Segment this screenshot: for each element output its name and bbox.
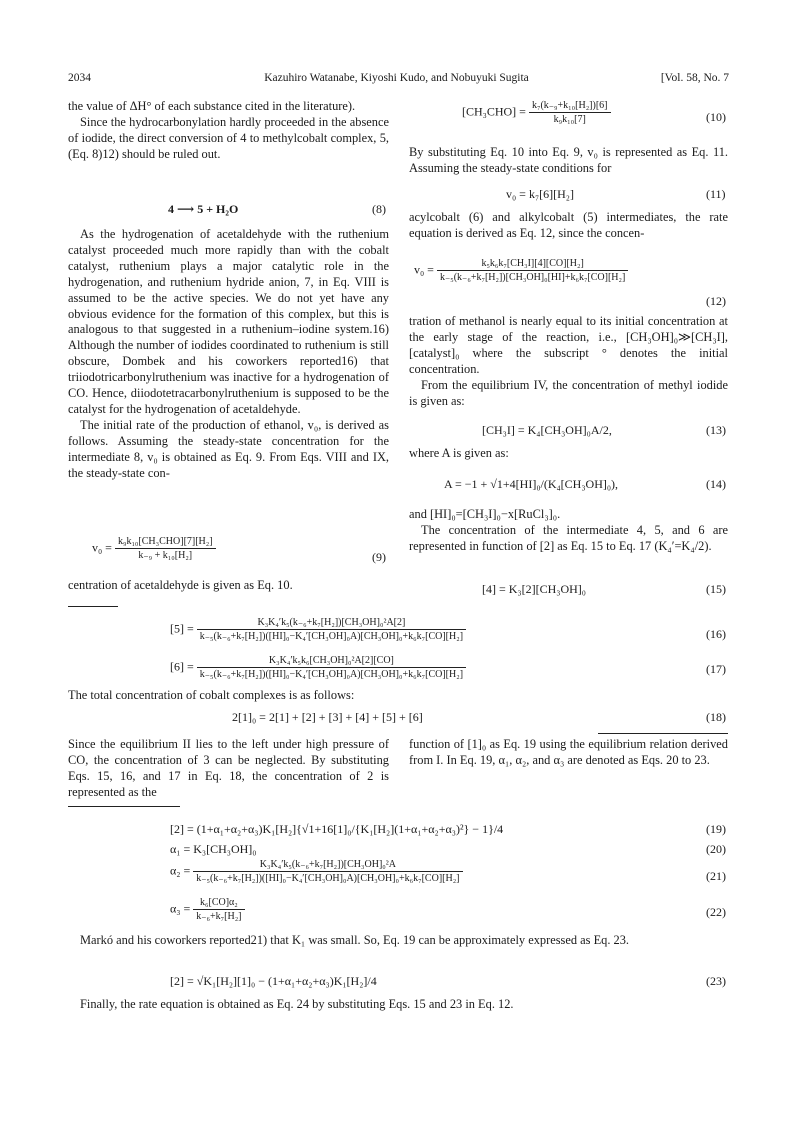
denominator: k₋₅(k₋₆+k₇[H₂])[CH₃OH]₀[HI]+k₆k₇[CO][H₂] [437, 270, 628, 283]
paragraph: the value of ΔH° of each substance cited in the literature). [68, 99, 356, 113]
volume-info: [Vol. 58, No. 7 [660, 72, 729, 84]
denominator: k₉k₁₀[7] [529, 112, 611, 125]
fraction [193, 897, 244, 922]
numerator: k₇(k₋₉+k₁₀[H₂])[6] [531, 100, 608, 111]
equation-lhs: α₂ = [170, 863, 191, 878]
equation-lhs: v₀ = [92, 540, 112, 555]
denominator: k₋₅(k₋₆+k₇[H₂])([HI]₀−K₄′[CH₃OH]₀A)[CH₃OH]₀+k₆k₇[CO][H₂] [197, 629, 466, 642]
numerator: K₃K₄′k₅(k₋₆+k₇[H₂])[CH₃OH]₀²A[2] [257, 617, 406, 628]
equation-number: (18) [706, 710, 726, 724]
equation-19: [2] = (1+α₁+α₂+α₃)K₁[H₂]{√1+16[1]₀/{K₁[H₂](1+α₁+α₂+α₃)²} − 1}/4 [170, 822, 504, 836]
equation-number: (10) [706, 110, 726, 124]
equation-lhs: [5] = [170, 621, 194, 636]
paragraph: Since the equilibrium II lies to the left under high pressure of CO, the concentration of 3 can be neglected. By substituting Eqs. 15, 16, and 17 in Eq. 18, the concentration of 2 is represented as the [68, 737, 389, 799]
equation-20: α₁ = K₃[CH₃OH]₀ [170, 842, 257, 856]
fraction [197, 617, 466, 642]
equation-number: (20) [706, 842, 726, 856]
equation-lhs: v₀ = [414, 262, 434, 277]
right-column-body [409, 314, 728, 409]
fraction [193, 859, 462, 884]
paragraph: From the equilibrium IV, the concentration of methyl iodide is given as: [409, 377, 728, 408]
equation-18: 2[1]₀ = 2[1] + [2] + [3] + [4] + [5] + [6] [232, 710, 423, 724]
equation-23: [2] = √K₁[H₂][1]₀ − (1+α₁+α₂+α₃)K₁[H₂]/4 [170, 974, 377, 988]
paragraph: The concentration of the intermediate 4, 5, and 6 are represented in function of [2] as Eq. 15 to Eq. 17 (K₄′=K₄/2). [409, 522, 728, 553]
equation-21 [170, 859, 463, 884]
equation-number: (19) [706, 822, 726, 836]
equation-number: (16) [706, 627, 726, 641]
fraction [115, 536, 216, 561]
equation-number: (22) [706, 905, 726, 919]
numerator: K₃K₄′k₅k₆[CH₃OH]₀²A[2][CO] [268, 655, 394, 666]
equation-number: (15) [706, 582, 726, 596]
equation-number: (14) [706, 477, 726, 491]
paragraph: where A is given as: [409, 446, 509, 460]
paragraph: The initial rate of the production of ethanol, v₀, is derived as follows. Assuming the steady-state concentration for the intermediate 8, v₀ is obtained as Eq. 9. From Eqs. VIII and IX, the steady-state con- [68, 417, 389, 480]
equation-lhs: [6] = [170, 659, 194, 674]
equation-number: (8) [372, 202, 386, 216]
divider [68, 806, 180, 807]
equation-12 [414, 258, 628, 283]
equation-16 [170, 617, 466, 642]
denominator: k₋₅(k₋₆+k₇[H₂])([HI]₀−K₄′[CH₃OH]₀A)[CH₃OH]₀+k₆k₇[CO][H₂] [197, 667, 466, 680]
left-column-body [68, 227, 389, 482]
paragraph: By substituting Eq. 10 into Eq. 9, v₀ is represented as Eq. 11. Assuming the steady-state conditions for [409, 145, 728, 175]
paragraph: Since the hydrocarbonylation hardly proceeded in the absence of iodide, the direct conversion of 4 to methylcobalt complex, 5, (Eq. 8)12) should be ruled out. [68, 114, 389, 161]
equation-11: v₀ = k₇[6][H₂] [506, 187, 574, 201]
equation-8: 4 ⟶ 5 + H₂O [168, 202, 239, 216]
running-authors: Kazuhiro Watanabe, Kiyoshi Kudo, and Nobuyuki Sugita [264, 72, 529, 84]
equation-number: (12) [706, 294, 726, 308]
equation-number: (23) [706, 974, 726, 988]
equation-10 [462, 100, 611, 125]
left-column [68, 99, 389, 163]
paragraph: acylcobalt (6) and alkylcobalt (5) intermediates, the rate equation is derived as Eq. 12, since the concen- [409, 210, 728, 240]
equation-22 [170, 897, 245, 922]
numerator: k₆[CO]α₂ [200, 897, 238, 908]
paragraph: function of [1]₀ as Eq. 19 using the equilibrium relation derived from I. In Eq. 19, α₁, α₂, and α₃ are denoted as Eqs. 20 to 23. [409, 737, 728, 767]
equation-number: (9) [372, 550, 386, 564]
denominator: k₋₅(k₋₆+k₇[H₂])([HI]₀−K₄′[CH₃OH]₀A)[CH₃OH]₀+k₆k₇[CO][H₂] [193, 871, 462, 884]
paragraph: and [HI]₀=[CH₃I]₀−x[RuCl₃]₀. [409, 507, 561, 521]
paragraph: tration of methanol is nearly equal to its initial concentration at the early stage of the reaction, i.e., [CH₃OH]₀≫[CH₃I], [catalyst]₀ where the subscript ° denotes the initial concentration. [409, 314, 728, 376]
equation-number: (17) [706, 662, 726, 676]
equation-number: (11) [706, 187, 726, 201]
denominator: k₋₉ + k₁₀[H₂] [115, 548, 216, 561]
numerator: k₉k₁₀[CH₃CHO][7][H₂] [117, 536, 213, 547]
divider [68, 606, 118, 607]
equation-lhs: [CH₃CHO] = [462, 104, 526, 119]
fraction [197, 655, 466, 680]
equation-15: [4] = K₃[2][CH₃OH]₀ [482, 582, 586, 596]
equation-17 [170, 655, 466, 680]
equation-number: (21) [706, 869, 726, 883]
fraction [437, 258, 628, 283]
equation-14: A = −1 + √1+4[HI]₀/(K₄[CH₃OH]₀), [444, 477, 619, 491]
paragraph: As the hydrogenation of acetaldehyde with the ruthenium catalyst proceeded much more rapidly than with the cobalt catalyst, ruthenium plays a major catalytic role in the hydrogenation, and ruthenium hydride anion, 7, in Eq. VIII is assumed to be the active species. We do not yet have any obvious evidence for the formation of this complex, but this is analogous to that suggested in a ruthenium–iodine system.16) Although the number of iodides coordinated to ruthenium is still obscure, Dombek and his coworkers reported16) that triiodotricarbonylruthenium was inactive for a hydrogenation of CO. Hence, diiodotetracarbonylruthenium is supposed to be the catalyst for the hydrogenation of acetaldehyde. [68, 227, 389, 416]
equation-number: (13) [706, 423, 726, 437]
paragraph: Markó and his coworkers reported21) that K₁ was small. So, Eq. 19 can be approximately expressed as Eq. 23. [80, 933, 630, 947]
numerator: K₃K₄′k₅(k₋₆+k₇[H₂])[CH₃OH]₀²A [259, 859, 396, 870]
right-column-tail [409, 507, 728, 555]
equation-9 [92, 536, 216, 561]
paragraph: The total concentration of cobalt complexes is as follows: [68, 688, 355, 702]
page-number: 2034 [68, 72, 91, 84]
equation-13: [CH₃I] = K₄[CH₃OH]₀A/2, [482, 423, 612, 437]
denominator: k₋₆+k₇[H₂] [193, 909, 244, 922]
paragraph: Finally, the rate equation is obtained as Eq. 24 by substituting Eqs. 15 and 23 in Eq. 12. [80, 997, 514, 1011]
numerator: k₅k₆k₇[CH₃I][4][CO][H₂] [481, 258, 584, 269]
paragraph: centration of acetaldehyde is given as Eq. 10. [68, 578, 293, 592]
fraction [529, 100, 611, 125]
divider [598, 733, 728, 734]
equation-lhs: α₃ = [170, 901, 191, 916]
